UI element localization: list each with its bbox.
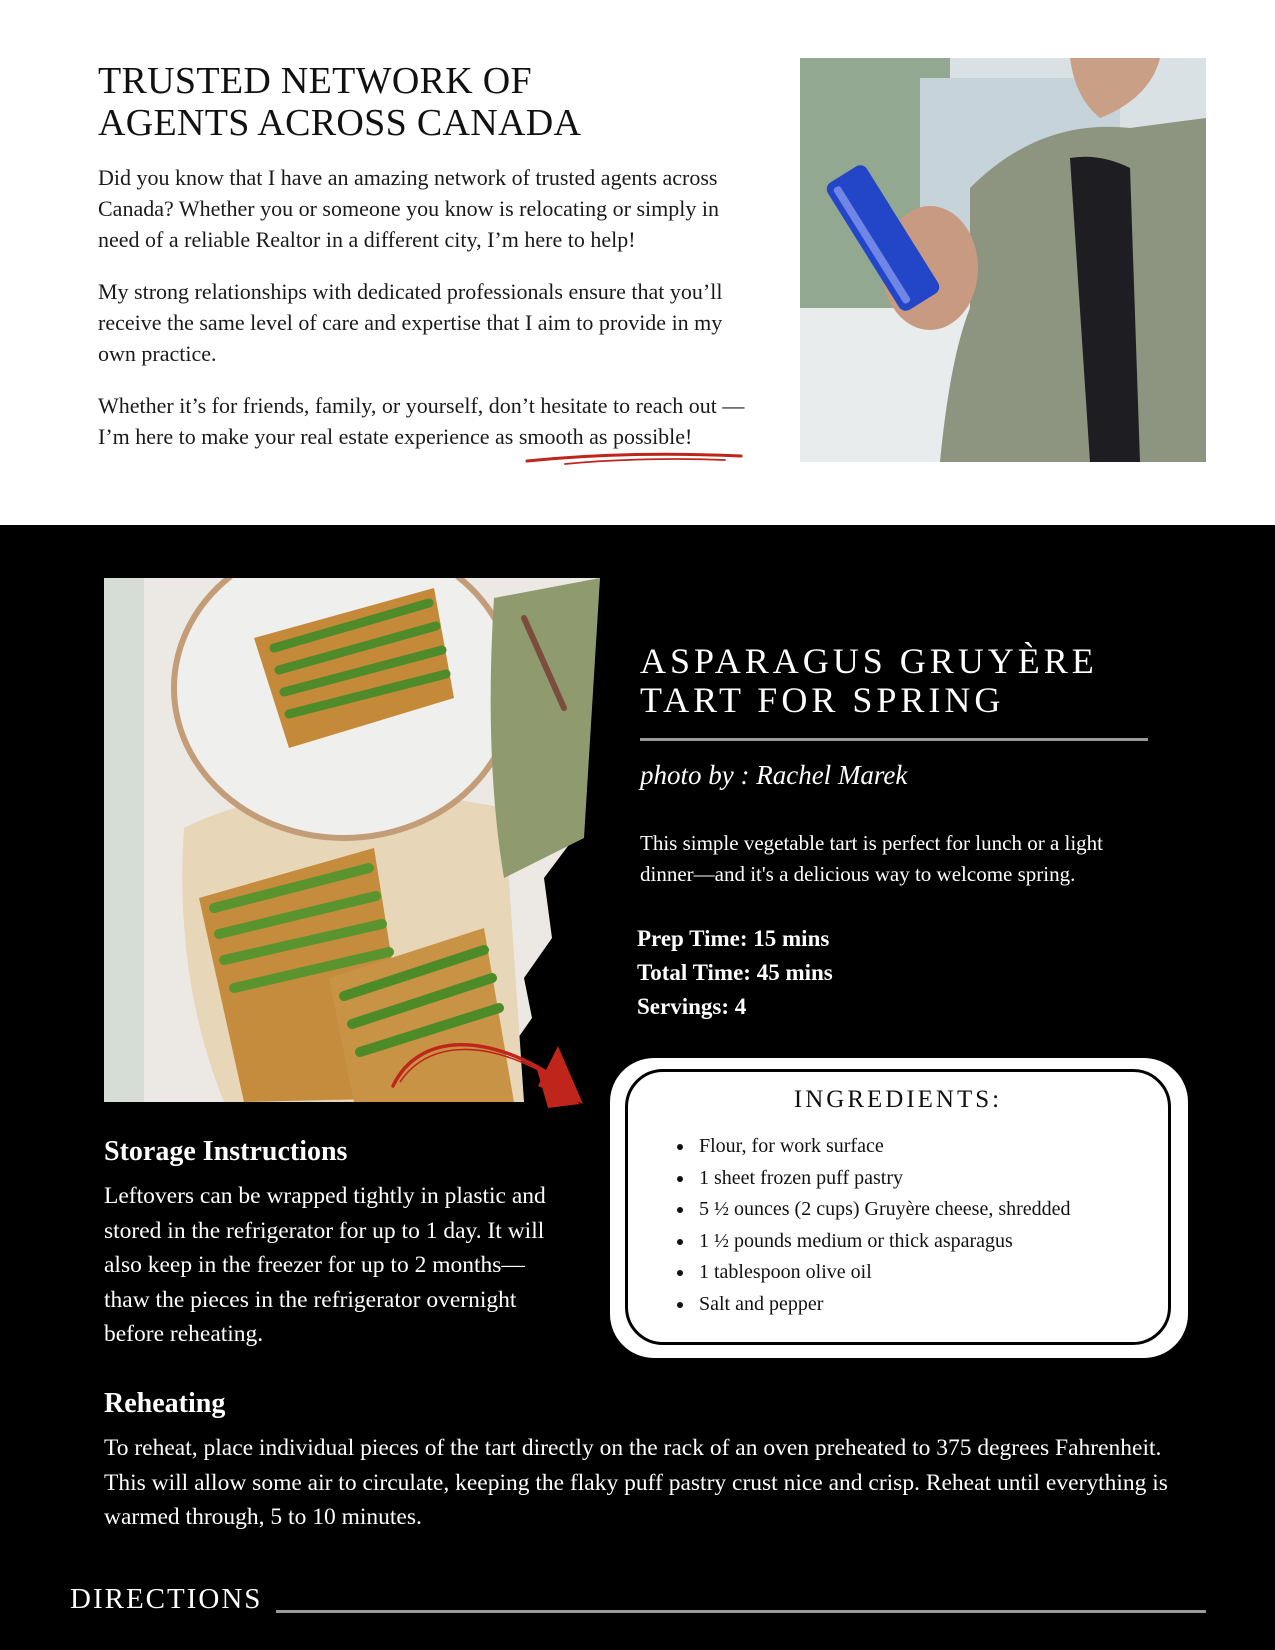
network-paragraph-1: Did you know that I have an amazing network of trusted agents across Canada? Whether you or someone you know is relocating or simply in need of a reliable Realtor in a different city, I’m here to help! (98, 165, 719, 252)
storage-heading: Storage Instructions (104, 1136, 348, 1167)
photo-credit: photo by : Rachel Marek (640, 760, 908, 790)
network-title-line1: TRUSTED NETWORK OF (98, 60, 532, 102)
ingredient-item: • 1 sheet frozen puff pastry (695, 1163, 1165, 1195)
servings: Servings: 4 (637, 994, 747, 1019)
network-title (98, 60, 718, 144)
ingredients-heading: INGREDIENTS: (793, 1086, 1003, 1113)
asparagus-tart-photo (104, 578, 600, 1102)
ingredient-item: • Flour, for work surface (695, 1131, 1165, 1163)
title-divider (640, 738, 1148, 741)
storage-text: Leftovers can be wrapped tightly in plastic and stored in the refrigerator for up to 1 day. It will also keep in the freezer for up to 2 months—thaw the pieces in the refrigerator overnight before reheating. (104, 1183, 546, 1347)
network-title-line2: AGENTS ACROSS CANADA (98, 102, 582, 144)
recipe-description: This simple vegetable tart is perfect for lunch or a light dinner—and it's a delicious way to welcome spring. (640, 831, 1104, 886)
prep-time: Prep Time: 15 mins (637, 926, 830, 951)
directions-divider (276, 1610, 1206, 1613)
red-arrow-icon (388, 1028, 588, 1118)
ingredient-item: • 1 tablespoon olive oil (695, 1257, 1165, 1289)
ingredient-item: • Salt and pepper (695, 1289, 1165, 1321)
ingredient-item: • 5 ½ ounces (2 cups) Gruyère cheese, shredded (695, 1194, 1165, 1226)
ingredients-list (665, 1131, 1165, 1320)
directions-heading: DIRECTIONS (70, 1583, 263, 1615)
recipe-title-line2: TART FOR SPRING (640, 680, 1005, 720)
woman-with-phone-photo (800, 58, 1206, 462)
red-underline-swoosh (525, 450, 745, 468)
network-paragraph-2: My strong relationships with dedicated professionals ensure that you’ll receive the same level of care and expertise that I aim to provide in my own practice. (98, 279, 723, 366)
reheating-text: To reheat, place individual pieces of the tart directly on the rack of an oven preheated to 375 degrees Fahrenheit. This will allow some air to circulate, keeping the flaky puff pastry crust nice and crisp. Reheat until everything is warmed through, 5 to 10 minutes. (104, 1435, 1168, 1530)
reheating-heading: Reheating (104, 1388, 226, 1419)
ingredient-item: • 1 ½ pounds medium or thick asparagus (695, 1226, 1165, 1258)
total-time: Total Time: 45 mins (637, 960, 833, 985)
network-paragraph-3: Whether it’s for friends, family, or yourself, don’t hesitate to reach out —I’m here to make your real estate experience as smooth as possible! (98, 393, 745, 449)
recipe-title (640, 642, 1200, 720)
recipe-title-line1: ASPARAGUS GRUYÈRE (640, 641, 1098, 681)
